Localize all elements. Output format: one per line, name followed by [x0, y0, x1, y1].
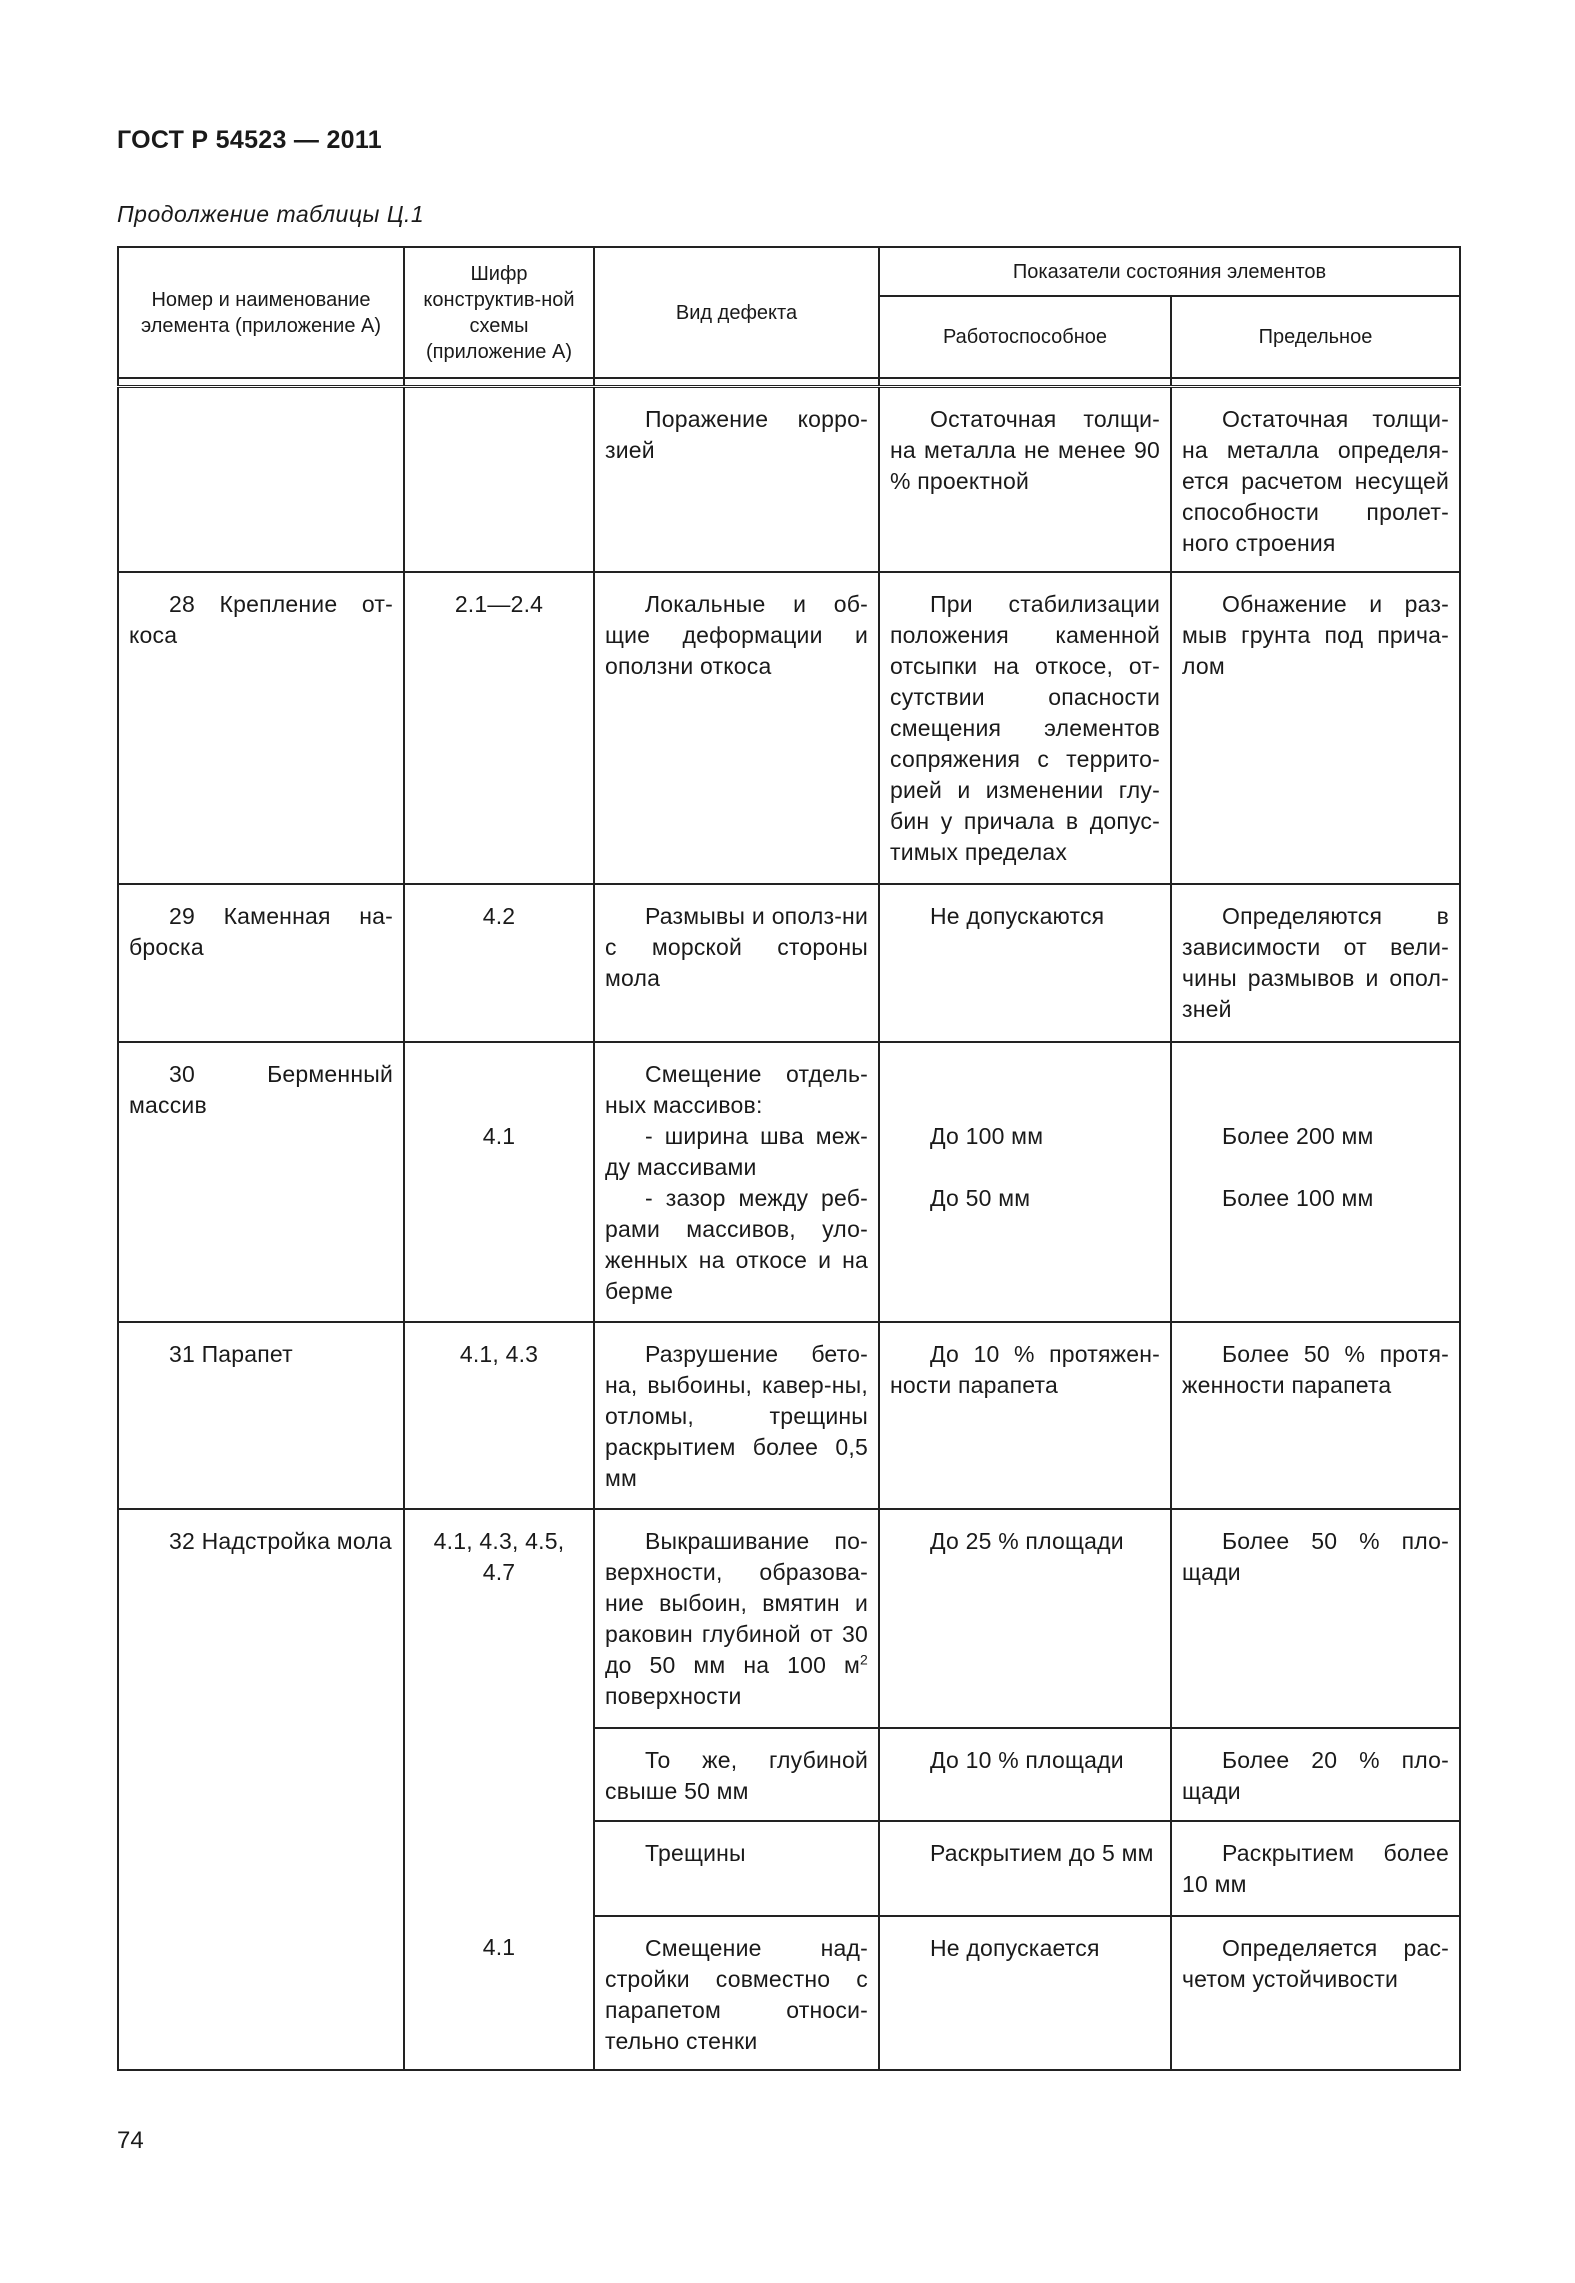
table-row	[118, 572, 1460, 884]
working-cell: Остаточная толщи-на металла не менее 90 % проектной	[890, 406, 1160, 494]
header-element: Номер и наименование элемента (приложение А)	[118, 247, 404, 378]
table-row	[118, 387, 1460, 573]
header-state-group: Показатели состояния элементов	[879, 247, 1460, 296]
working-cell: До 25 % площади	[930, 1528, 1124, 1554]
defect-cell: Поражение корро-зией	[605, 406, 868, 463]
limit-cell: Остаточная толщи-на металла определя-ется расчетом несущей способности пролет-ного строения	[1182, 406, 1450, 556]
defect-sub-b: - зазор между реб-рами массивов, уло-женных на откосе и на берме	[605, 1185, 868, 1304]
header-separator	[118, 378, 1460, 387]
code-cell: 4.2	[482, 903, 516, 929]
header-working: Работоспособное	[879, 296, 1171, 378]
limit-cell: Раскрытием более 10 мм	[1182, 1840, 1450, 1897]
table-row	[118, 1322, 1460, 1509]
table-row	[118, 1509, 1460, 1728]
limit-cell: Более 50 % пло-щади	[1182, 1528, 1450, 1585]
working-cell: При стабилизации положения каменной отсыпки на откосе, от-сутствии опасности смещения элементов сопряжения с террито-рией и изменении глу-бин у причала в допус-тимых пределах	[890, 591, 1160, 865]
code-cell: 4.1, 4.3, 4.5, 4.7	[433, 1528, 565, 1585]
table-row	[118, 884, 1460, 1042]
table-row	[118, 1042, 1460, 1322]
working-value-a: До 100 мм	[930, 1123, 1044, 1149]
limit-value-a: Более 200 мм	[1222, 1123, 1374, 1149]
working-cell: До 10 % площади	[930, 1747, 1124, 1773]
working-value-b: До 50 мм	[930, 1185, 1031, 1211]
limit-cell: Обнажение и раз-мыв грунта под прича-лом	[1182, 591, 1450, 679]
limit-value-b: Более 100 мм	[1222, 1185, 1374, 1211]
defect-heading: Смещение отдель-ных массивов:	[605, 1061, 868, 1118]
code-cell: 2.1—2.4	[454, 591, 544, 617]
header-code: Шифр конструктив-ной схемы (приложение А)	[404, 247, 594, 378]
defect-cell: Смещение над-стройки совместно с парапетом относи-тельно стенки	[605, 1935, 868, 2054]
limit-cell: Более 50 % протя-женности парапета	[1182, 1341, 1450, 1398]
defect-cell	[595, 1043, 878, 1319]
header-defect: Вид дефекта	[594, 247, 879, 378]
page-number: 74	[117, 2127, 144, 2154]
code-cell: 4.1	[482, 1123, 516, 1149]
document-header: ГОСТ Р 54523 — 2011	[117, 126, 382, 154]
working-cell	[880, 1043, 1170, 1226]
defect-cell: Трещины	[645, 1840, 746, 1866]
element-cell: 30 Берменный массив	[129, 1061, 393, 1118]
element-cell: 31 Парапет	[169, 1341, 293, 1367]
defect-cell: Локальные и об-щие деформации и оползни откоса	[605, 591, 868, 679]
element-cell: 29 Каменная на-броска	[129, 903, 393, 960]
element-cell: 28 Крепление от-коса	[129, 591, 393, 648]
superscript: 2	[860, 1651, 868, 1668]
working-cell: Раскрытием до 5 мм	[930, 1840, 1154, 1866]
working-cell: Не допускается	[930, 1935, 1100, 1961]
defect-cell: Размывы и ополз-ни с морской стороны мола	[605, 903, 868, 991]
element-cell: 32 Надстройка мола	[169, 1528, 392, 1554]
limit-cell: Определяется рас-четом устойчивости	[1182, 1935, 1450, 1992]
working-cell: До 10 % протяжен-ности парапета	[890, 1341, 1160, 1398]
defect-cell: То же, глубиной свыше 50 мм	[605, 1747, 868, 1804]
code-cell: 4.1	[482, 1934, 516, 1960]
defect-sub-a: - ширина шва меж-ду массивами	[605, 1123, 868, 1180]
limit-cell: Более 20 % пло-щади	[1182, 1747, 1450, 1804]
defect-cell: Выкрашивание по-верхности, образова-ние выбоин, вмятин и раковин глубиной от 30 до 50 мм на 100 $м^2$ поверхности	[605, 1528, 868, 1709]
code-cell: 4.1, 4.3	[459, 1341, 539, 1367]
table-caption: Продолжение таблицы Ц.1	[117, 201, 425, 227]
limit-cell: Определяются в зависимости от вели-чины размывов и опол-зней	[1182, 903, 1450, 1022]
defect-cell: Разрушение бето-на, выбоины, кавер-ны, отломы, трещины раскрытием более 0,5 мм	[605, 1341, 868, 1491]
working-cell: Не допускаются	[930, 903, 1105, 929]
limit-cell	[1172, 1043, 1459, 1226]
header-limit: Предельное	[1171, 296, 1460, 378]
defects-table	[117, 246, 1461, 2071]
